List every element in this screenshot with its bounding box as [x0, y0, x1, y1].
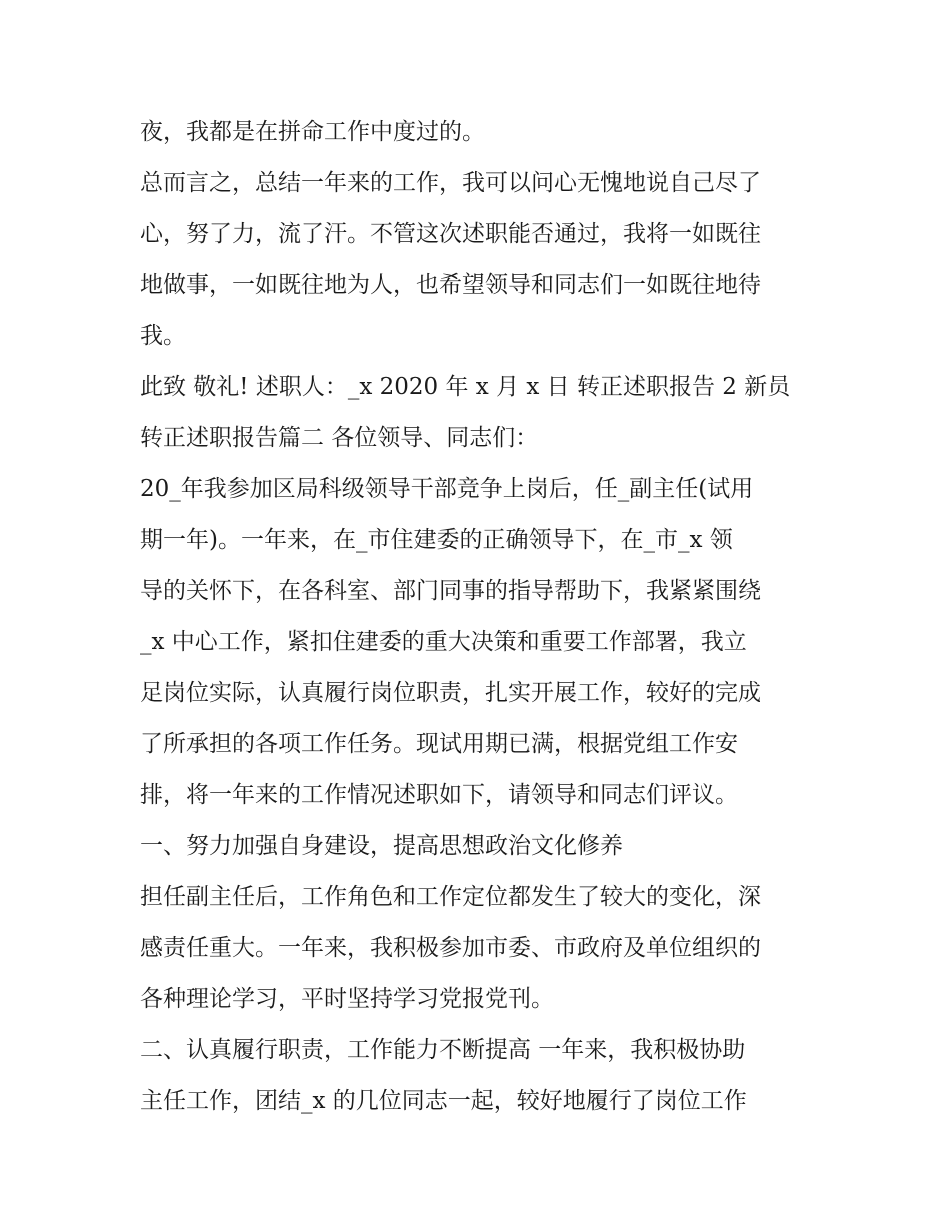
text-line: _x 中心工作，紧扣住建委的重大决策和重要工作部署，我立 [140, 629, 747, 655]
text-line: 主任工作，团结_x 的几位同志一起，较好地履行了岗位工作 [140, 1088, 747, 1114]
text-line: 各种理论学习，平时坚持学习党报党刊。 [140, 986, 554, 1012]
text-line: 此致 敬礼! 述职人：_x 2020 年 x 月 x 日 转正述职报告 2 新员 [140, 374, 791, 400]
text-line: 我。 [140, 323, 186, 349]
text-line: 导的关怀下，在各科室、部门同事的指导帮助下，我紧紧围绕 [140, 578, 761, 604]
text-line: 排，将一年来的工作情况述职如下，请领导和同志们评议。 [140, 782, 738, 808]
text-line: 期一年)。一年来，在_市住建委的正确领导下，在_市_x 领 [140, 527, 733, 553]
text-line: 20_年我参加区局科级领导干部竞争上岗后，任_副主任(试用 [140, 476, 754, 502]
document-body [140, 107, 815, 1127]
text-line: 地做事，一如既往地为人，也希望领导和同志们一如既往地待 [140, 272, 761, 298]
text-line: 转正述职报告篇二 各位领导、同志们： [140, 425, 539, 451]
text-line: 感责任重大。一年来，我积极参加市委、市政府及单位组织的 [140, 935, 761, 961]
text-line: 了所承担的各项工作任务。现试用期已满，根据党组工作安 [140, 731, 738, 757]
text-line: 总而言之，总结一年来的工作，我可以问心无愧地说自己尽了 [140, 170, 761, 196]
text-line: 心，努了力，流了汗。不管这次述职能否通过，我将一如既往 [140, 221, 761, 247]
text-line: 二、认真履行职责，工作能力不断提高 一年来，我积极协助 [140, 1037, 746, 1063]
section-heading: 一、努力加强自身建设，提高思想政治文化修养 [140, 833, 623, 859]
text-line: 足岗位实际，认真履行岗位职责，扎实开展工作，较好的完成 [140, 680, 761, 706]
text-line: 担任副主任后，工作角色和工作定位都发生了较大的变化，深 [140, 884, 761, 910]
text-line: 夜，我都是在拼命工作中度过的。 [140, 119, 485, 145]
